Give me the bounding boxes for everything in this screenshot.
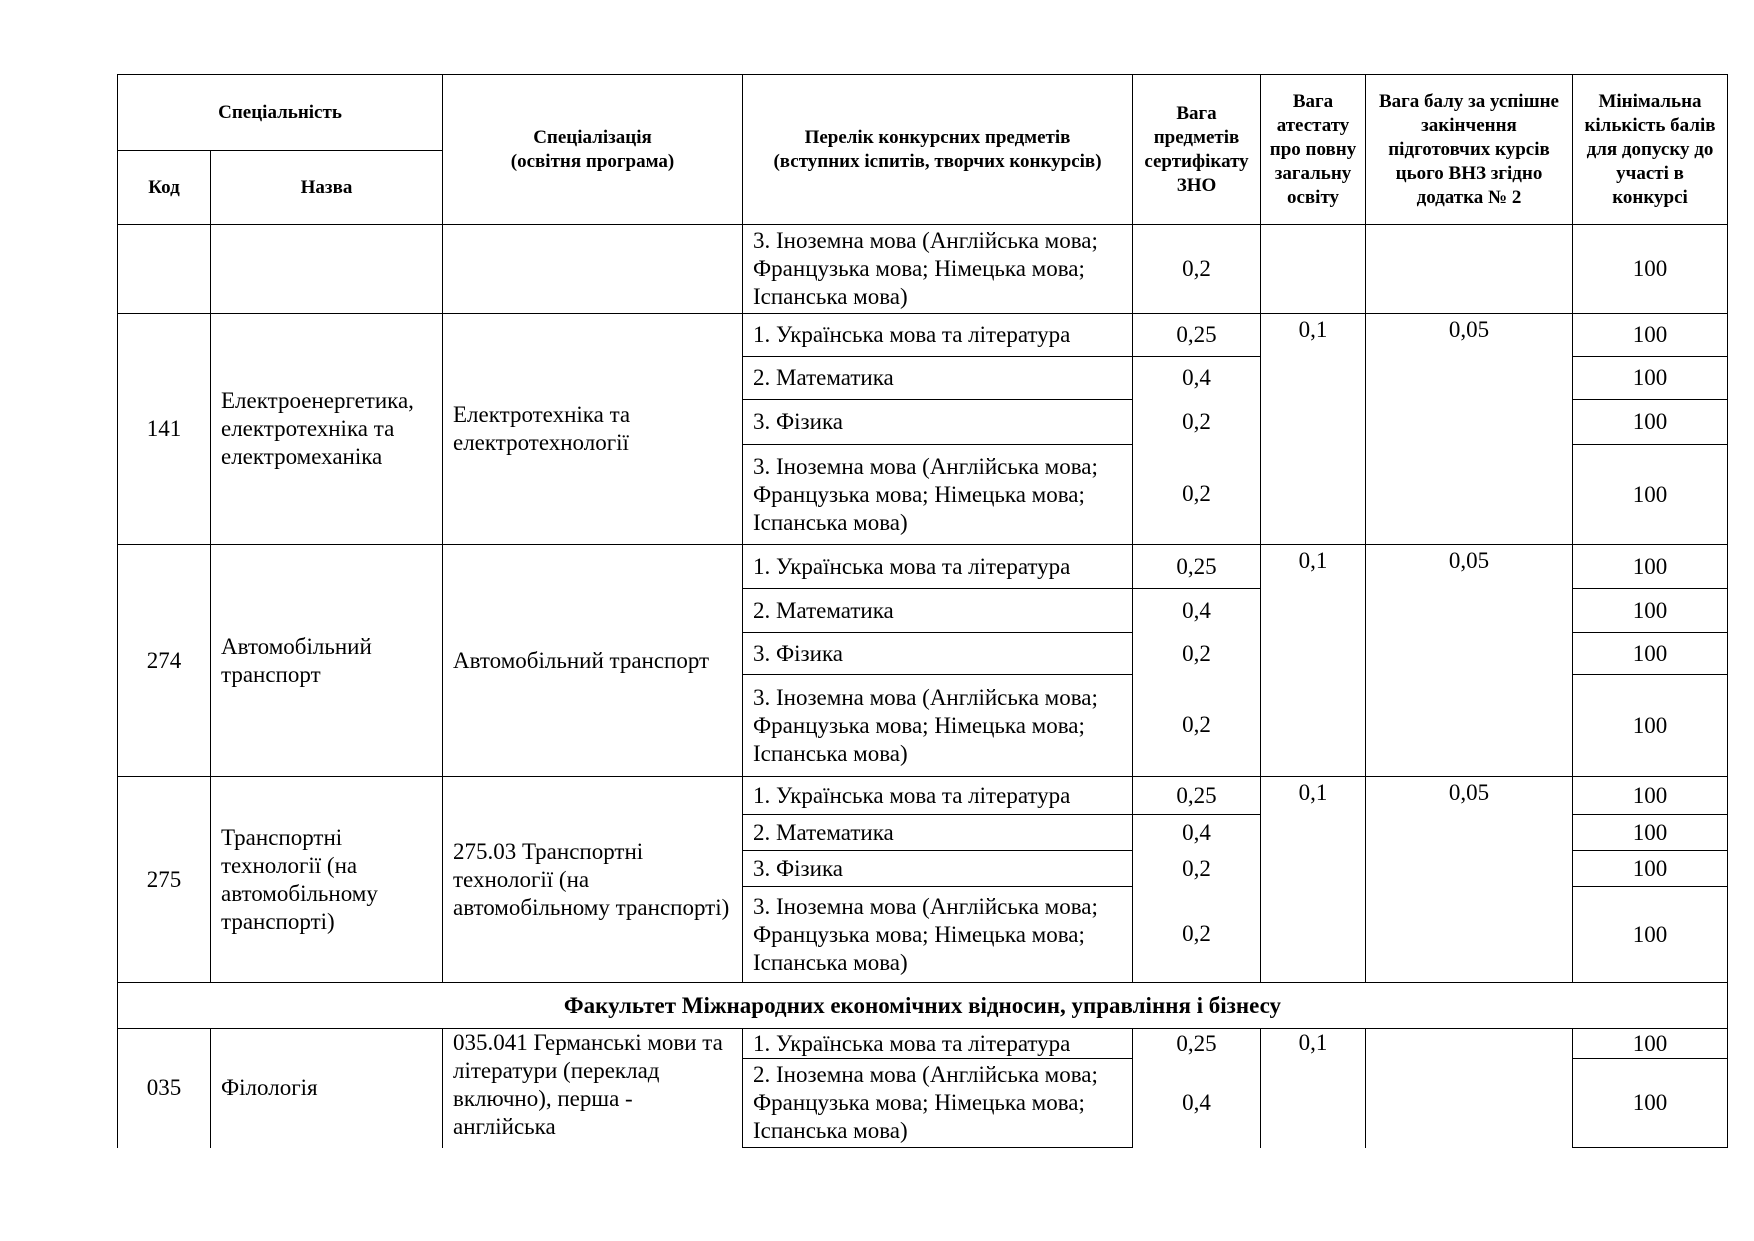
cell-zno: 0,2 [1133, 400, 1261, 445]
cell-min: 100 [1573, 357, 1728, 400]
header-code: Код [118, 151, 211, 225]
cell-subject: 2. Математика [743, 589, 1133, 633]
cell-code: 275 [118, 777, 211, 983]
cell-cert: 0,1 [1261, 545, 1366, 777]
cell-name: Електроенергетика, електротехніка та електромеханіка [211, 314, 443, 545]
cell-code: 274 [118, 545, 211, 777]
cell-zno: 0,4 [1133, 1059, 1261, 1148]
cell-specialization: 275.03 Транспортні технології (на автомобільному транспорті) [443, 777, 743, 983]
cell-zno: 0,4 [1133, 357, 1261, 400]
cell-min: 100 [1573, 589, 1728, 633]
cell-zno: 0,25 [1133, 777, 1261, 815]
faculty-title: Факультет Міжнародних економічних відносин, управління і бізнесу [118, 983, 1728, 1029]
cell-courses: 0,05 [1366, 545, 1573, 777]
header-specialization [443, 75, 743, 225]
cell-specialization-empty [443, 225, 743, 314]
cell-specialization: Автомобільний транспорт [443, 545, 743, 777]
cell-name: Транспортні технології (на автомобільному транспорті) [211, 777, 443, 983]
cell-zno: 0,2 [1133, 887, 1261, 983]
header-specialty: Спеціальність [118, 75, 443, 151]
cell-code: 141 [118, 314, 211, 545]
cell-zno: 0,4 [1133, 589, 1261, 633]
cell-min: 100 [1573, 675, 1728, 777]
cell-min: 100 [1573, 1029, 1728, 1059]
cell-zno: 0,2 [1133, 851, 1261, 887]
cell-zno: 0,25 [1133, 314, 1261, 357]
cell-subject: 1. Українська мова та література [743, 545, 1133, 589]
cell-zno: 0,4 [1133, 815, 1261, 851]
header-specialization-line2: (освітня програма) [510, 150, 675, 172]
cell-cert: 0,1 [1261, 1029, 1366, 1148]
cell-name: Автомобільний транспорт [211, 545, 443, 777]
cell-min: 100 [1573, 225, 1728, 314]
cell-cert: 0,1 [1261, 314, 1366, 545]
cell-min: 100 [1573, 777, 1728, 815]
header-subjects [743, 75, 1133, 225]
cell-courses-empty [1366, 225, 1573, 314]
cell-courses: 0,05 [1366, 777, 1573, 983]
header-certificate-weight: Вага атестату про повну загальну освіту [1261, 75, 1366, 225]
cell-min: 100 [1573, 887, 1728, 983]
cell-name: Філологія [211, 1029, 443, 1148]
cell-name-empty [211, 225, 443, 314]
header-name: Назва [211, 151, 443, 225]
cell-min: 100 [1573, 633, 1728, 675]
cell-min: 100 [1573, 314, 1728, 357]
cell-min: 100 [1573, 445, 1728, 545]
header-zno-weight: Вага предметів сертифікату ЗНО [1133, 75, 1261, 225]
cell-subject: 2. Іноземна мова (Англійська мова; Французька мова; Німецька мова; Іспанська мова) [743, 1059, 1133, 1148]
cell-cert-empty [1261, 225, 1366, 314]
table-row [118, 545, 1728, 589]
cell-min: 100 [1573, 1059, 1728, 1148]
cell-subject: 2. Математика [743, 357, 1133, 400]
table-row [118, 225, 1728, 314]
cell-min: 100 [1573, 545, 1728, 589]
cell-subject: 3. Іноземна мова (Англійська мова; Французька мова; Німецька мова; Іспанська мова) [743, 675, 1133, 777]
cell-zno: 0,25 [1133, 1029, 1261, 1059]
admission-table [117, 74, 1728, 1148]
table-row [118, 314, 1728, 357]
cell-subject: 2. Математика [743, 815, 1133, 851]
header-courses-weight: Вага балу за успішне закінчення підготовчих курсів цього ВНЗ згідно додатка № 2 [1366, 75, 1573, 225]
cell-subject: 3. Фізика [743, 851, 1133, 887]
cell-subject: 3. Фізика [743, 633, 1133, 675]
cell-courses: 0,05 [1366, 314, 1573, 545]
cell-subject: 1. Українська мова та література [743, 777, 1133, 815]
header-row-1 [118, 75, 1728, 151]
cell-subject: 1. Українська мова та література [743, 314, 1133, 357]
cell-code: 035 [118, 1029, 211, 1148]
header-subjects-line1: Перелік конкурсних предметів [804, 126, 1071, 148]
table-row [118, 777, 1728, 815]
header-subjects-line2: (вступних іспитів, творчих конкурсів) [773, 150, 1102, 172]
cell-subject: 3. Іноземна мова (Англійська мова; Французька мова; Німецька мова; Іспанська мова) [743, 225, 1133, 314]
cell-min: 100 [1573, 400, 1728, 445]
cell-cert: 0,1 [1261, 777, 1366, 983]
cell-min: 100 [1573, 851, 1728, 887]
table-row [118, 1029, 1728, 1059]
cell-code-empty [118, 225, 211, 314]
cell-subject: 3. Іноземна мова (Англійська мова; Французька мова; Німецька мова; Іспанська мова) [743, 445, 1133, 545]
cell-zno: 0,2 [1133, 445, 1261, 545]
cell-specialization: 035.041 Германські мови та літератури (переклад включно), перша - англійська [443, 1029, 743, 1148]
header-min-score: Мінімальна кількість балів для допуску до участі в конкурсі [1573, 75, 1728, 225]
cell-specialization: Електротехніка та електротехнології [443, 314, 743, 545]
cell-subject: 3. Іноземна мова (Англійська мова; Французька мова; Німецька мова; Іспанська мова) [743, 887, 1133, 983]
faculty-row [118, 983, 1728, 1029]
header-specialization-line1: Спеціалізація [533, 126, 652, 148]
cell-min: 100 [1573, 815, 1728, 851]
cell-zno: 0,2 [1133, 225, 1261, 314]
cell-zno: 0,2 [1133, 675, 1261, 777]
cell-subject: 1. Українська мова та література [743, 1029, 1133, 1059]
cell-zno: 0,25 [1133, 545, 1261, 589]
cell-zno: 0,2 [1133, 633, 1261, 675]
cell-courses-empty [1366, 1029, 1573, 1148]
cell-subject: 3. Фізика [743, 400, 1133, 445]
